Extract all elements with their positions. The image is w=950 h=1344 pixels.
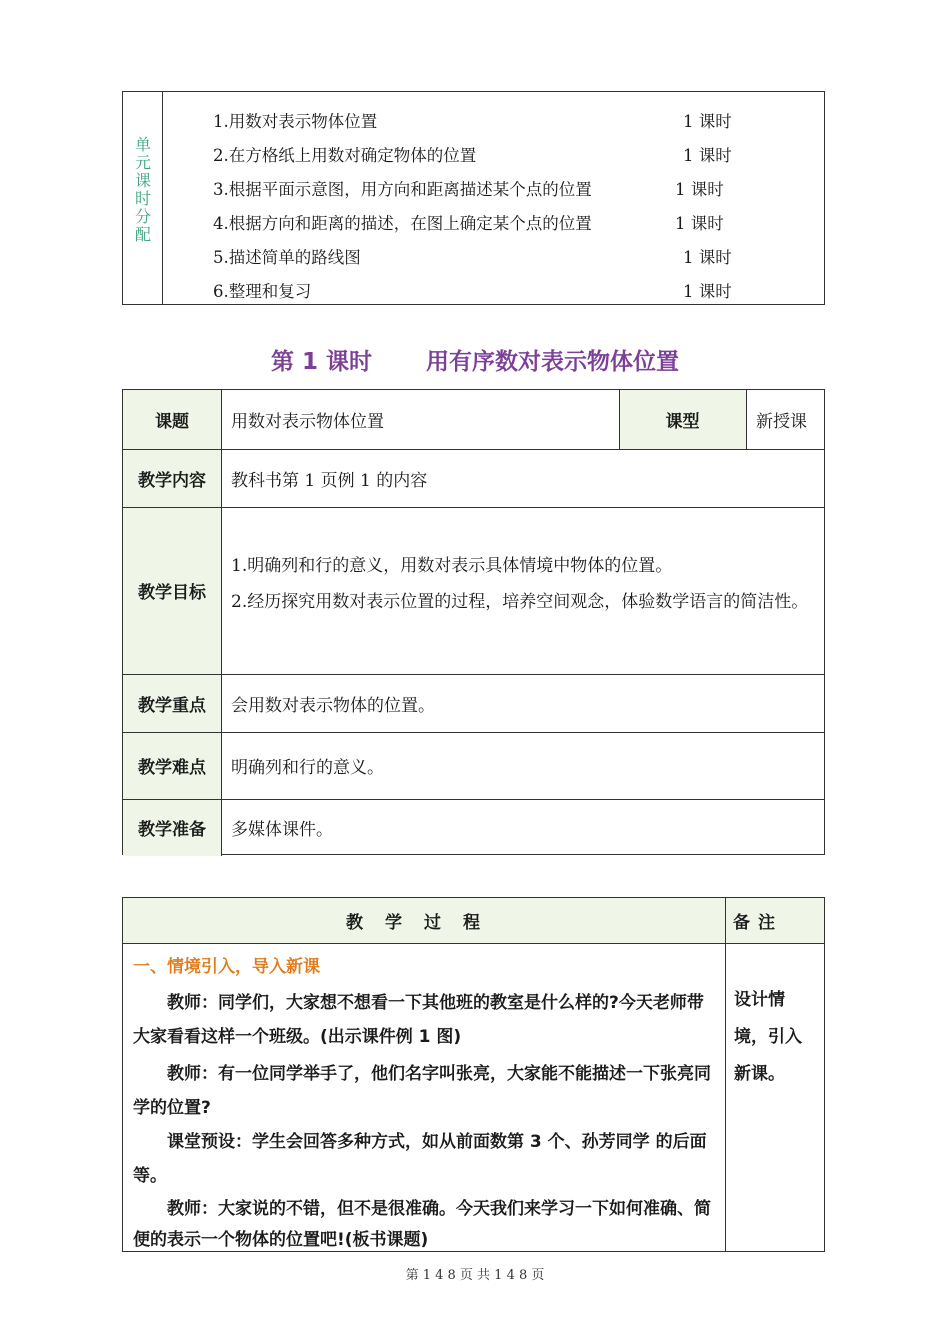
difficulty-value: 明确列和行的意义。 <box>231 758 384 778</box>
process-paragraph: 教师：大家说的不错，但不是很准确。今天我们来学习一下如何准确、简便的表示一个物体的位置吧!(板书课题) <box>133 1199 711 1250</box>
divider <box>123 449 824 450</box>
process-paragraph: 教师：同学们，大家想不想看一下其他班的教室是什么样的?今天老师带大家看看这样一个班级。(出示课件例 1 图) <box>133 993 704 1047</box>
goal-item: 1.明确列和行的意义，用数对表示具体情境中物体的位置。 <box>231 556 673 576</box>
unit-row-title: 6.整理和复习 <box>213 282 312 301</box>
unit-row-title: 2.在方格纸上用数对确定物体的位置 <box>213 146 477 165</box>
unit-side-cell <box>123 92 163 304</box>
section-title: 一、情境引入，导入新课 <box>133 957 320 977</box>
goals-list <box>231 550 816 618</box>
teaching-process-table <box>122 897 825 1252</box>
unit-row-title: 4.根据方向和距离的描述，在图上确定某个点的位置 <box>213 214 592 233</box>
unit-row-hours: 1 课时 <box>675 214 724 233</box>
unit-row <box>213 144 813 168</box>
unit-row-title: 3.根据平面示意图，用方向和距离描述某个点的位置 <box>213 180 592 199</box>
lesson-info-table <box>122 389 825 855</box>
unit-row <box>213 280 813 304</box>
lesson-number: 第 1 课时 <box>270 349 373 375</box>
process-paragraph: 教师：有一位同学举手了，他们名字叫张亮，大家能不能描述一下张亮同学的位置? <box>133 1064 711 1118</box>
unit-row-hours: 1 课时 <box>683 112 732 131</box>
unit-row-hours: 1 课时 <box>683 248 732 267</box>
unit-row-title: 1.用数对表示物体位置 <box>213 112 378 131</box>
unit-row <box>213 110 813 134</box>
key-label: 教学重点 <box>123 674 221 732</box>
unit-row-title: 5.描述简单的路线图 <box>213 248 361 267</box>
content-value: 教科书第 1 页例 1 的内容 <box>231 470 428 491</box>
divider <box>725 898 726 1251</box>
topic-label: 课题 <box>123 390 221 449</box>
unit-row <box>213 178 813 202</box>
unit-row-hours: 1 课时 <box>683 282 732 301</box>
type-label: 课型 <box>619 390 746 449</box>
lesson-heading <box>0 343 950 376</box>
process-header-row <box>123 898 824 944</box>
divider <box>221 390 222 856</box>
type-value: 新授课 <box>756 412 807 432</box>
note-header: 备注 <box>733 913 783 933</box>
divider <box>746 390 747 449</box>
goals-label: 教学目标 <box>123 507 221 674</box>
content-label: 教学内容 <box>123 449 221 507</box>
divider <box>123 732 824 733</box>
unit-row-hours: 1 课时 <box>675 180 724 199</box>
process-paragraph: 课堂预设：学生会回答多种方式，如从前面数第 3 个、孙芳同学 的后面等。 <box>133 1132 707 1186</box>
lesson-title: 用有序数对表示物体位置 <box>426 349 680 375</box>
divider <box>123 507 824 508</box>
divider <box>123 674 824 675</box>
process-note: 设计情境，引入新课。 <box>734 990 802 1084</box>
divider <box>123 799 824 800</box>
unit-allocation-table <box>122 91 825 305</box>
prep-label: 教学准备 <box>123 799 221 856</box>
prep-value: 多媒体课件。 <box>231 820 333 840</box>
page-footer: 第 1 4 8 页 共 1 4 8 页 <box>405 1268 545 1283</box>
unit-row <box>213 212 813 236</box>
unit-row-hours: 1 课时 <box>683 146 732 165</box>
goal-item: 2.经历探究用数对表示位置的过程，培养空间观念，体验数学语言的简洁性。 <box>231 592 809 612</box>
unit-row <box>213 246 813 270</box>
process-header: 教学过程 <box>346 913 502 933</box>
difficulty-label: 教学难点 <box>123 732 221 799</box>
divider <box>619 390 620 449</box>
key-value: 会用数对表示物体的位置。 <box>231 695 435 716</box>
topic-value: 用数对表示物体位置 <box>231 412 384 432</box>
unit-side-label: 单元课时分配 <box>135 135 152 244</box>
